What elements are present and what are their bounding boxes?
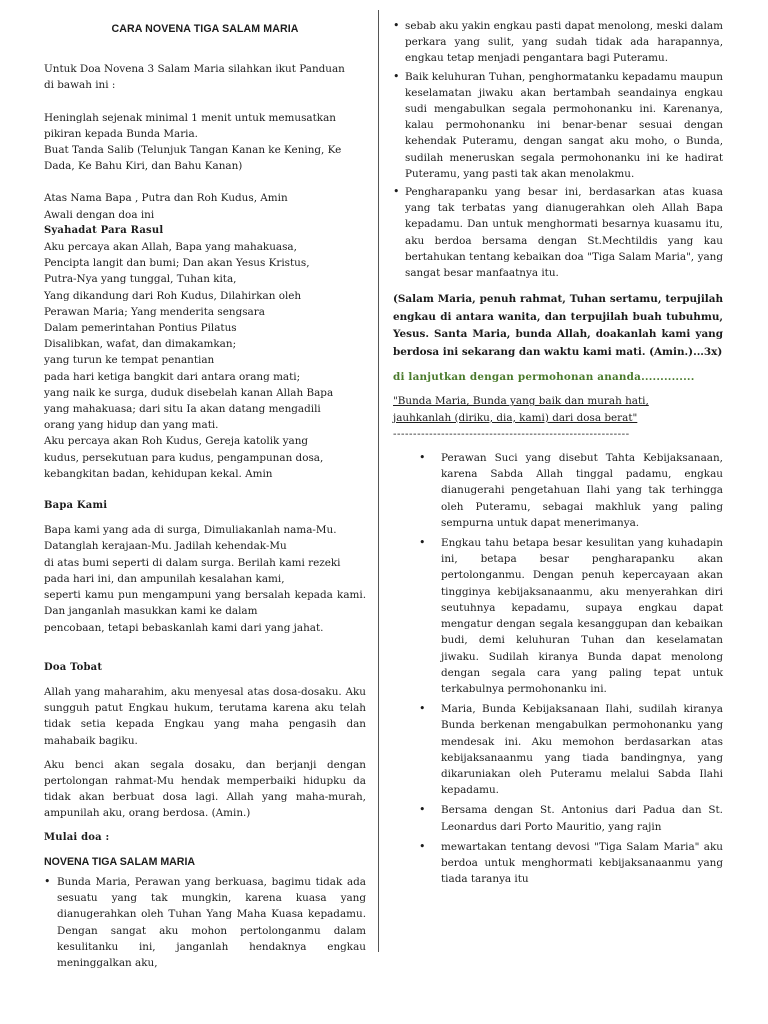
final-bullet: • mewartakan tentang devosi "Tiga Salam Maria" aku berdoa untuk menghormati kebijaksanaanmu yang tiada taranya itu bbox=[419, 839, 723, 888]
short-prayer-line: jauhkanlah (diriku, dia, kami) dari dosa berat" bbox=[393, 411, 638, 424]
left-column bbox=[44, 21, 366, 973]
prayer-line: pencobaan, tetapi bebaskanlah kami dari yang jahat. bbox=[44, 621, 324, 634]
instruction-line: Dada, Ke Bahu Kiri, dan Bahu Kanan) bbox=[44, 160, 243, 173]
creed-line: yang turun ke tempat penantian bbox=[44, 354, 215, 367]
creed-text bbox=[44, 239, 366, 482]
creed-line: Pencipta langit dan bumi; Dan akan Yesus Kristus, bbox=[44, 257, 310, 270]
creed-line: Perawan Maria; Yang menderita sengsara bbox=[44, 305, 265, 318]
creed-line: Aku percaya akan Roh Kudus, Gereja katolik yang bbox=[44, 435, 309, 448]
creed-line: kudus, persekutuan para kudus, pengampunan dosa, bbox=[44, 451, 324, 464]
prayer-line: di atas bumi seperti di dalam surga. Berilah kami rezeki bbox=[44, 556, 341, 569]
final-bullet: • Perawan Suci yang disebut Tahta Kebijaksanaan, karena Sabda Allah tinggal padamu, engkau dianugerahi pengetahuan Ilahi yang tak terhingga oleh Puteramu, sebagai makhluk yang paling sempurna untuk dapat menerimanya. bbox=[419, 450, 723, 531]
instruction-line: pikiran kepada Bunda Maria. bbox=[44, 127, 198, 140]
novena-bullet: • Bunda Maria, Perawan yang berkuasa, bagimu tidak ada sesuatu yang tak mungkin, karena kuasa yang dianugerahkan oleh Tuhan Yang Maha Kuasa kepadamu. Dengan sangat aku mohon pertolonganmu dalam kesulitanku ini, janganlah hendaknya engkau meninggalkan aku, bbox=[44, 874, 366, 971]
intro-line: Untuk Doa Novena 3 Salam Maria silahkan ikut Panduan bbox=[44, 63, 345, 76]
creed-line: orang yang hidup dan yang mati. bbox=[44, 419, 219, 432]
creed-line: yang mahakuasa; dari situ Ia akan datang mengadili bbox=[44, 403, 321, 416]
prayer-line: Datanglah kerajaan-Mu. Jadilah kehendak-Mu bbox=[44, 540, 287, 553]
creed-heading: Syahadat Para Rasul bbox=[44, 224, 164, 236]
hail-mary-prayer: (Salam Maria, penuh rahmat, Tuhan sertamu, terpujilah engkau di antara wanita, dan terpujilah buah tubuhmu, Yesus. Santa Maria, bunda Allah, doakanlah kami yang berdosa ini sekarang dan waktu kami mati. (Amin.)...3x) bbox=[393, 293, 723, 358]
final-bullet: • Engkau tahu betapa besar kesulitan yang kuhadapin ini, betapa besar pengharapanku akan pertolonganmu. Dengan penuh kepercayaan akan tingginya kebijaksanaanmu, aku menyerahkan diri seutuhnya kepadamu, supaya engkau dapat mengatur dengan segala kesanggupan dan kebaikan budi, demi keluhuran Tuhan dan keselamatan jiwaku. Sudilah kiranya Bunda dapat menolong dengan segala cara yang paling tepat untuk terkabulnya permohonanku ini. bbox=[419, 535, 723, 697]
document-title: CARA NOVENA TIGA SALAM MARIA bbox=[111, 23, 299, 35]
continue-note: di lanjutkan dengan permohonan ananda.............. bbox=[393, 371, 695, 384]
prayer-line: pada hari ini, dan ampunilah kesalahan kami, bbox=[44, 572, 285, 585]
prayer-line: seperti kamu pun mengampuni yang bersalah kepada kami. Dan janganlah masukkan kami ke dalam bbox=[44, 589, 366, 618]
creed-line: Dalam pemerintahan Pontius Pilatus bbox=[44, 322, 237, 335]
novena-list bbox=[44, 874, 366, 971]
creed-line: yang naik ke surga, duduk disebelah kanan Allah Bapa bbox=[44, 386, 334, 399]
creed-line: kebangkitan badan, kehidupan kekal. Amin bbox=[44, 467, 273, 480]
separator-line: ----------------------------------------------------------- bbox=[393, 427, 630, 440]
contrition-paragraph: Allah yang maharahim, aku menyesal atas dosa-dosaku. Aku sungguh patut Engkau hukum, terutama karena aku telah tidak setia kepada Engkau yang maha pengasih dan mahabaik bagiku. bbox=[44, 685, 366, 747]
creed-line: Disalibkan, wafat, dan dimakamkan; bbox=[44, 338, 237, 351]
novena-bullet: • sebab aku yakin engkau pasti dapat menolong, meski dalam perkara yang sulit, yang sudah tidak ada harapannya, engkau tetap menjadi pengantara bagi Puteramu. bbox=[393, 18, 723, 67]
prayer-line: Bapa kami yang ada di surga, Dimuliakanlah nama-Mu. bbox=[44, 524, 337, 537]
right-column bbox=[393, 21, 723, 891]
intro-line: di bawah ini : bbox=[44, 79, 116, 92]
novena-bullet: • Pengharapanku yang besar ini, berdasarkan atas kuasa yang tak terbatas yang dianugerahkan oleh Allah Bapa kepadamu. Dan untuk menghormati besarnya kuasamu itu, aku berdoa bersama dengan St.Mechtildis yang kau bertahukan tentang kebaikan doa "Tiga Salam Maria", yang sangat besar manfaatnya itu. bbox=[393, 184, 723, 281]
creed-line: Putra-Nya yang tunggal, Tuhan kita, bbox=[44, 273, 237, 286]
creed-line: pada hari ketiga bangkit dari antara orang mati; bbox=[44, 370, 301, 383]
novena-bullet: • Baik keluhuran Tuhan, penghormatanku kepadamu maupun keselamatan jiwaku akan bertambah seandainya engkau sudi mengabulkan segala permohonanku ini. Karenanya, kalau permohonanku ini benar-benar sesuai dengan kehendak Puteramu, dengan sangat aku moho, o Bunda, sudilah meneruskan segala permohonanku ini ke hadirat Puteramu, yang pasti tak akan menolakmu. bbox=[393, 69, 723, 182]
our-father-text bbox=[44, 522, 366, 635]
final-list bbox=[419, 450, 723, 887]
novena-heading: NOVENA TIGA SALAM MARIA bbox=[44, 855, 196, 868]
creed-line: Aku percaya akan Allah, Bapa yang mahakuasa, bbox=[44, 241, 297, 254]
opening-line: Awali dengan doa ini bbox=[44, 208, 155, 221]
instruction-line: Buat Tanda Salib (Telunjuk Tangan Kanan ke Kening, Ke bbox=[44, 144, 342, 157]
final-bullet: • Bersama dengan St. Antonius dari Padua dan St. Leonardus dari Porto Mauritio, yang rajin bbox=[419, 802, 723, 834]
contrition-heading: Doa Tobat bbox=[44, 661, 103, 673]
our-father-heading: Bapa Kami bbox=[44, 500, 108, 512]
opening-line: Atas Nama Bapa , Putra dan Roh Kudus, Amin bbox=[44, 192, 288, 205]
novena-list-continued bbox=[393, 18, 723, 281]
final-bullet: • Maria, Bunda Kebijaksanaan Ilahi, sudilah kiranya Bunda berkenan mengabulkan permohonanku yang mendesak ini. Aku memohon berdasarkan atas kebijaksanaanmu yang tiada bandingnya, yang dikaruniakan oleh Puteramu melalui Sabda Ilahi kepadamu. bbox=[419, 701, 723, 798]
start-heading: Mulai doa : bbox=[44, 831, 110, 843]
short-prayer-line: "Bunda Maria, Bunda yang baik dan murah hati, bbox=[393, 395, 649, 408]
contrition-paragraph: Aku benci akan segala dosaku, dan berjanji dengan pertolongan rahmat-Mu hendak memperbaiki hidupku da tidak akan berbuat dosa lagi. Allah yang maha-murah, ampunilah aku, orang berdosa. (Amin.) bbox=[44, 758, 366, 820]
column-divider bbox=[378, 10, 379, 952]
instruction-line: Heninglah sejenak minimal 1 menit untuk memusatkan bbox=[44, 111, 336, 124]
creed-line: Yang dikandung dari Roh Kudus, Dilahirkan oleh bbox=[44, 289, 302, 302]
